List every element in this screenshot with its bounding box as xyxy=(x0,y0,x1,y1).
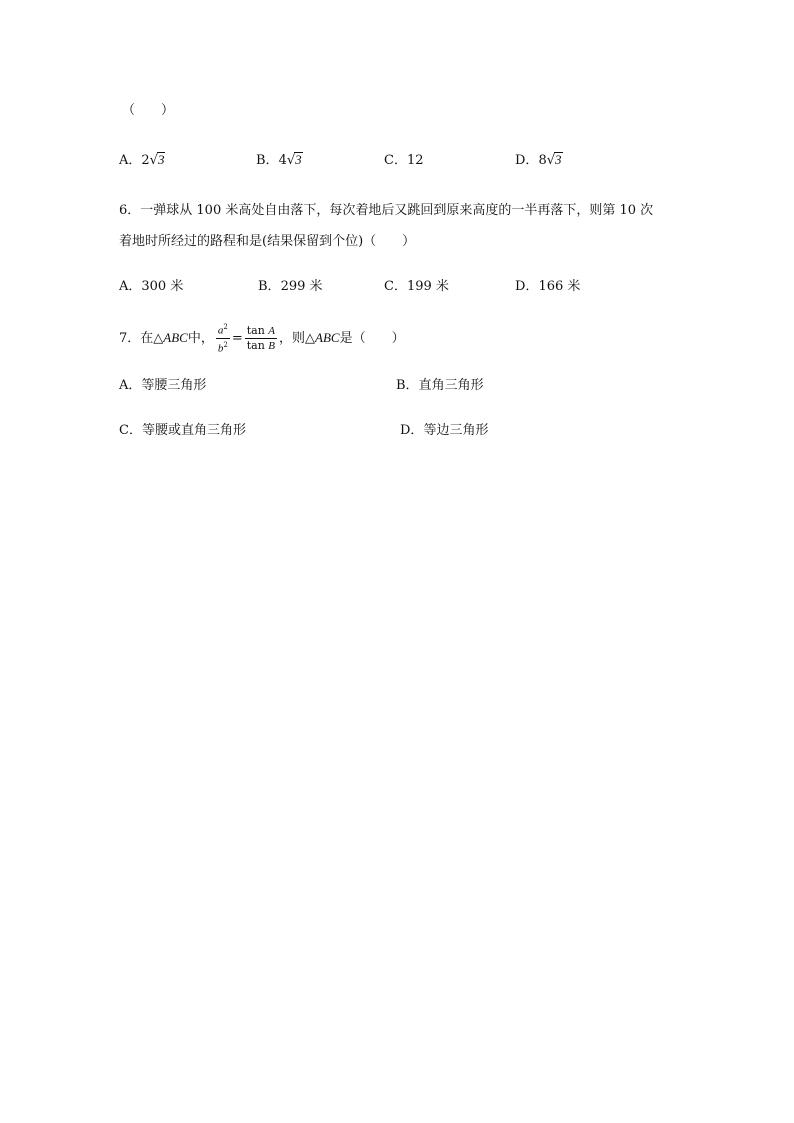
q5-option-b-coef: 4 xyxy=(278,153,287,168)
q7-frac-right-num-fn: tan xyxy=(246,324,269,337)
q6-option-a-value: 300 米 xyxy=(141,279,184,294)
q5-option-c-value: 12 xyxy=(406,153,424,168)
q5-option-c-letter: C． xyxy=(384,153,407,168)
q7-triangle-name-2: ABC xyxy=(315,330,340,345)
q7-then: ，则△ xyxy=(279,331,316,346)
q7-option-d-letter: D． xyxy=(400,423,424,438)
q7-option-c xyxy=(119,421,246,441)
sqrt-symbol: √3 xyxy=(149,152,165,168)
q6-option-c-letter: C． xyxy=(384,279,407,294)
q7-frac-right-num-var: A xyxy=(268,325,276,337)
q7-option-b xyxy=(396,376,484,396)
q7-option-c-letter: C． xyxy=(119,423,142,438)
q7-frac-left-num: a xyxy=(217,325,224,337)
q6-option-d-letter: D． xyxy=(515,279,539,294)
q7-frac-right-den-fn: tan xyxy=(246,339,269,352)
q7-mid: 中， xyxy=(187,331,214,346)
q5-option-a xyxy=(119,151,165,171)
q5-option-b xyxy=(256,151,303,171)
q6-option-b-value: 299 米 xyxy=(280,279,323,294)
q7-exp-bottom: 2 xyxy=(223,341,228,349)
q7-suffix: 是（ ） xyxy=(339,331,405,346)
q6-option-d-value: 166 米 xyxy=(538,279,581,294)
q6-option-a-letter: A． xyxy=(119,279,142,294)
q6-stem-line2: 着地时所经过的路程和是(结果保留到个位)（ ） xyxy=(119,234,416,249)
q7-frac-left-den: b xyxy=(217,342,224,355)
q5-option-d-coef: 8 xyxy=(538,153,547,168)
q6-option-c-value: 199 米 xyxy=(406,279,449,294)
q6-option-c xyxy=(384,277,449,297)
q5-option-a-coef: 2 xyxy=(141,153,150,168)
q7-option-d-value: 等边三角形 xyxy=(423,423,489,438)
q6-stem-line1: 6．一弹球从 100 米高处自由落下，每次着地后又跳回到原来高度的一半再落下，则第 10 次 xyxy=(119,203,654,218)
q7-fraction-right xyxy=(245,324,277,353)
q7-option-a-value: 等腰三角形 xyxy=(141,378,207,393)
q7-stem xyxy=(119,320,405,357)
q6-option-b-letter: B． xyxy=(258,279,281,294)
q7-option-b-letter: B． xyxy=(396,378,419,393)
q6-option-d xyxy=(515,277,580,297)
q7-exp-top: 2 xyxy=(223,323,228,332)
q7-option-a xyxy=(119,376,206,396)
sqrt-symbol: √3 xyxy=(286,152,302,168)
q5-option-a-radicand: 3 xyxy=(157,152,165,167)
q7-fraction-left xyxy=(216,321,230,355)
q5-option-d-radicand: 3 xyxy=(555,152,562,167)
q7-option-d xyxy=(400,421,488,441)
q5-option-a-letter: A． xyxy=(119,153,142,168)
q6-option-b xyxy=(258,277,323,297)
q5-option-b-letter: B． xyxy=(256,153,279,168)
q5-option-c xyxy=(384,151,424,171)
q7-prefix: 7．在△ xyxy=(119,331,164,346)
q6-option-a xyxy=(119,277,183,297)
q7-equals: = xyxy=(231,331,243,346)
q7-frac-right-den-var: B xyxy=(268,340,276,352)
q7-triangle-name: ABC xyxy=(163,330,188,345)
q5-option-b-radicand: 3 xyxy=(295,152,302,167)
sqrt-symbol: √3 xyxy=(546,152,562,168)
q7-option-a-letter: A． xyxy=(119,378,142,393)
q5-option-d xyxy=(515,151,563,171)
q5-option-d-letter: D． xyxy=(515,153,539,168)
q7-option-b-value: 直角三角形 xyxy=(418,378,484,393)
q7-option-c-value: 等腰或直角三角形 xyxy=(141,423,246,438)
q5-answer-blank: （ ） xyxy=(122,103,175,118)
